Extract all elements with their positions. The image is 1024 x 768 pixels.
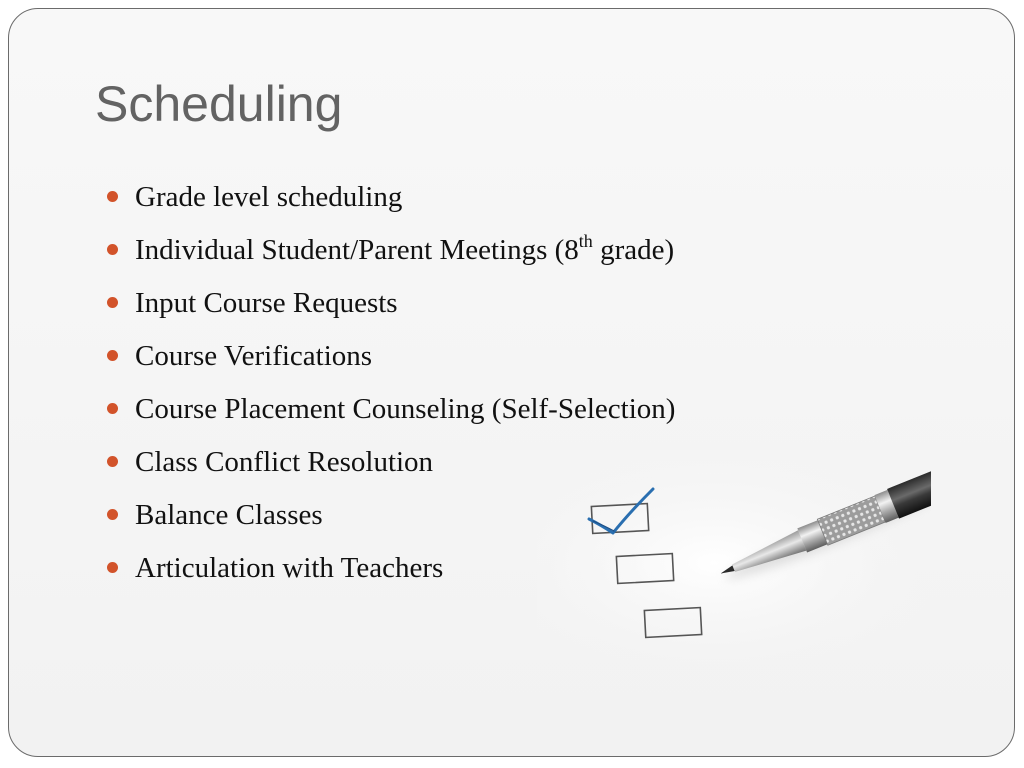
slide-title: Scheduling	[95, 76, 343, 132]
bullet-text: Individual Student/Parent Meetings (8	[135, 234, 579, 266]
bullet-item	[105, 283, 675, 336]
bullet-text: Input Course Requests	[135, 287, 398, 319]
bullet-dot-icon	[107, 456, 118, 467]
bullet-text: Grade level scheduling	[135, 181, 403, 213]
bullet-item	[105, 389, 675, 442]
bullet-dot-icon	[107, 509, 118, 520]
bullet-text: Articulation with Teachers	[135, 552, 444, 584]
bullet-dot-icon	[107, 244, 118, 255]
image-background	[537, 461, 931, 665]
bullet-dot-icon	[107, 297, 118, 308]
bullet-text: Course Placement Counseling (Self-Selection)	[135, 393, 676, 425]
slide	[8, 8, 1015, 757]
bullet-item	[105, 336, 675, 389]
bullet-item	[105, 177, 675, 230]
bullet-dot-icon	[107, 350, 118, 361]
bullet-text: Balance Classes	[135, 499, 323, 531]
bullet-superscript: th	[578, 231, 593, 251]
bullet-item	[105, 230, 675, 283]
bullet-text-after: grade)	[592, 234, 675, 266]
checklist-with-pen-icon	[537, 461, 931, 665]
bullet-text: Class Conflict Resolution	[135, 446, 434, 478]
bullet-dot-icon	[107, 191, 118, 202]
bullet-text: Course Verifications	[135, 340, 373, 372]
bullet-dot-icon	[107, 403, 118, 414]
bullet-dot-icon	[107, 562, 118, 573]
